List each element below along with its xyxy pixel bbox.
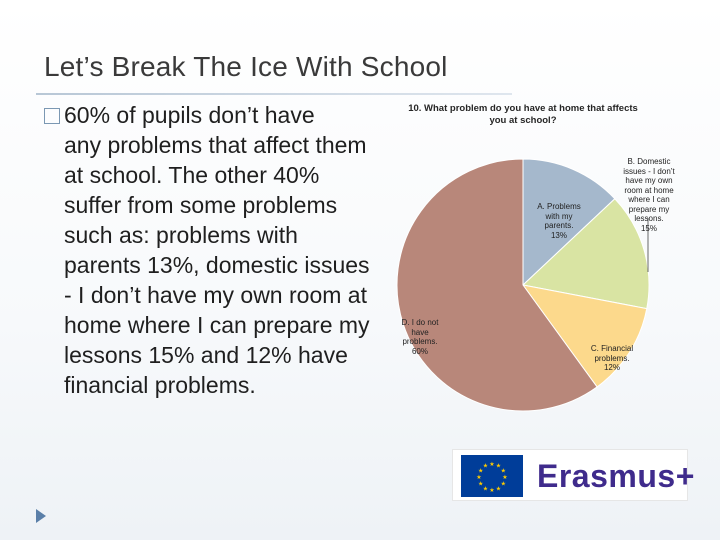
svg-text:★: ★ (482, 485, 489, 493)
slice-label-c (584, 344, 640, 373)
slice-label-d (398, 318, 442, 356)
slice-label-b (616, 157, 682, 233)
slice-label-a (530, 202, 588, 240)
svg-text:★: ★ (489, 461, 495, 468)
svg-text:★: ★ (478, 467, 484, 475)
erasmus-logo-text: Erasmus+ (537, 458, 695, 494)
slide-nav-arrow-icon[interactable] (36, 509, 46, 523)
bullet-lead: 60% of pupils don’t have (64, 102, 315, 128)
slice-label-b-value: 15% (640, 223, 657, 233)
eu-flag-icon (461, 455, 523, 497)
slice-label-b-text: B. Domestic issues - I don’t have my own room at home where I can prepare my lessons. (623, 157, 675, 223)
svg-text:★: ★ (500, 467, 506, 475)
svg-text:★: ★ (495, 462, 502, 470)
slice-label-a-value: 13% (550, 230, 567, 240)
slice-label-d-text: D. I do not have problems. (401, 318, 439, 346)
svg-text:★: ★ (489, 487, 495, 494)
svg-text:★: ★ (500, 480, 506, 488)
svg-text:★: ★ (502, 474, 508, 481)
erasmus-logo (452, 449, 695, 501)
svg-text:★: ★ (478, 480, 484, 488)
svg-text:★: ★ (476, 474, 482, 481)
pie-slices (397, 159, 649, 411)
bullet-rest: any problems that affect them at school. The other 40% suffer from some problems such as: problems with parents 13%, domestic issues - I don’t have my own room at home where I can prepare my lessons 15% and 12% have financial problems. (64, 132, 370, 398)
slice-label-a-text: A. Problems with my parents. (537, 202, 581, 230)
slice-label-d-value: 60% (411, 346, 428, 356)
svg-text:★: ★ (495, 485, 502, 493)
slice-label-c-text: C. Financial problems. (590, 344, 634, 363)
svg-text:★: ★ (482, 462, 489, 470)
slice-label-c-value: 12% (603, 363, 620, 372)
slide-title: Let’s Break The Ice With School (44, 51, 448, 82)
chart-title: 10. What problem do you have at home that affects you at school? (408, 103, 638, 126)
